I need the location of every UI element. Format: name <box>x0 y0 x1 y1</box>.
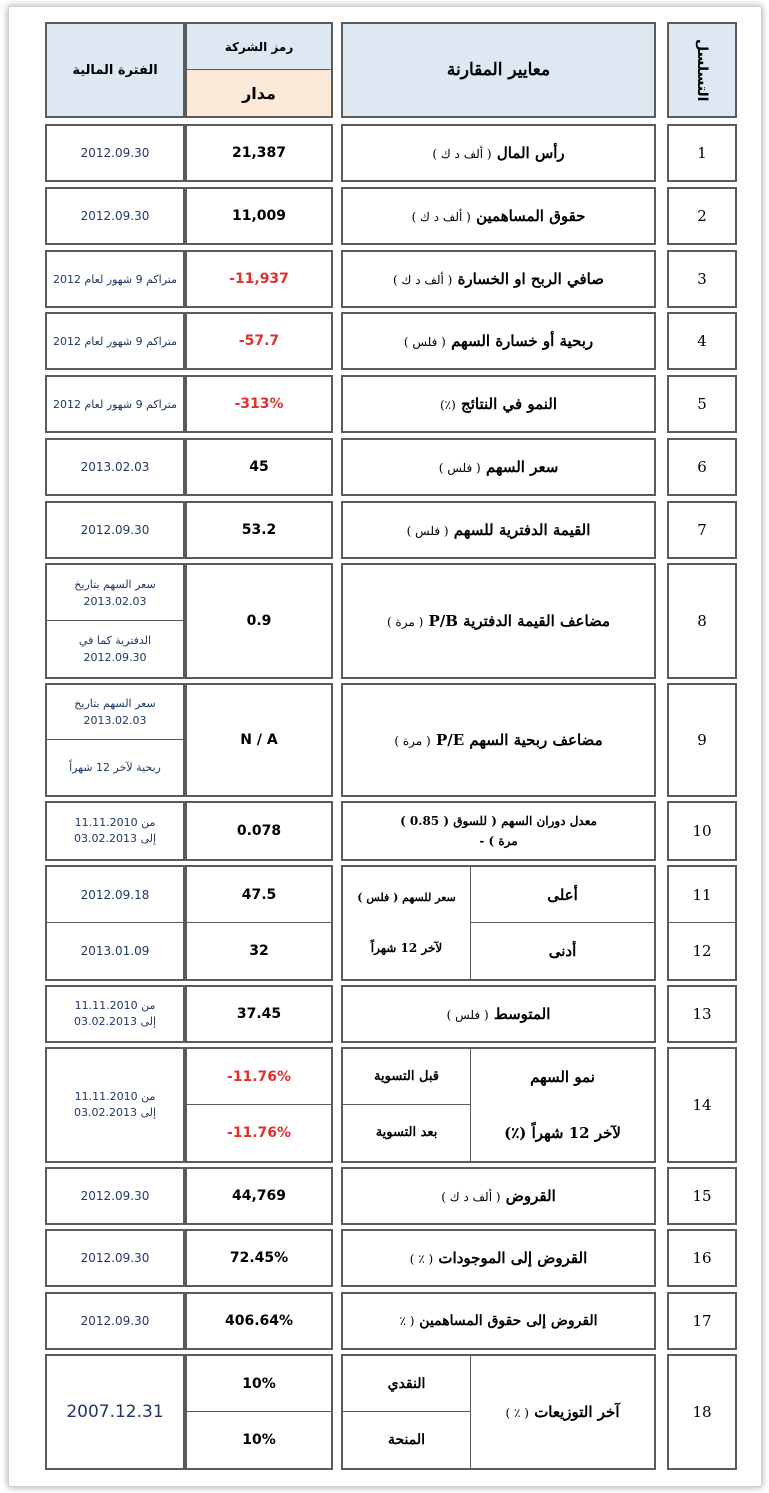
criteria-box-r9 <box>341 683 656 797</box>
bonus-label-r18: المنحة <box>343 1412 471 1468</box>
value-box-r13 <box>185 985 333 1043</box>
criteria-r18 <box>471 1356 654 1468</box>
period-box-r6 <box>45 438 185 496</box>
period-box-r5 <box>45 375 185 433</box>
period-a-r10: من 11.11.2010 <box>74 816 156 829</box>
serial-box-r3 <box>667 250 737 308</box>
criteria-box-r10 <box>341 801 656 861</box>
serial-r3: 3 <box>697 270 707 288</box>
criteria-box-r3 <box>341 250 656 308</box>
serial-box-r9 <box>667 683 737 797</box>
value-before-r14: -11.76% <box>187 1049 331 1105</box>
value-box-r15 <box>185 1167 333 1225</box>
criteria-unit-r9: ( مرة ) <box>394 733 431 748</box>
value-r17: 406.64% <box>224 1313 294 1329</box>
value-r11: 47.5 <box>187 867 331 923</box>
value-box-r1 <box>185 124 333 182</box>
period-header: الفترة المالية <box>72 62 158 78</box>
period-r7: 2012.09.30 <box>80 523 150 537</box>
company-code-value: مدار <box>187 70 331 116</box>
serial-box-r11-12 <box>667 865 737 981</box>
serial-r7: 7 <box>697 521 707 539</box>
criteria-r4 <box>343 314 654 368</box>
criteria-text-r7: القيمة الدفترية للسهم <box>453 520 591 539</box>
period-box-r11-12 <box>45 865 185 981</box>
period-box-r8 <box>45 563 185 679</box>
criteria-unit-r10: مرة ) - <box>479 834 518 848</box>
period-r11: 2012.09.18 <box>47 867 183 923</box>
criteria-box-r4 <box>341 312 656 370</box>
value-r5: -313% <box>234 396 284 412</box>
criteria-unit-r7: ( فلس ) <box>406 523 449 538</box>
period-box-r9 <box>45 683 185 797</box>
value-box-r16 <box>185 1229 333 1287</box>
criteria-text-r4: ربحية أو خسارة السهم <box>451 331 594 350</box>
serial-r10: 10 <box>692 822 712 840</box>
period-box-r18 <box>45 1354 185 1470</box>
criteria-unit-r5: (٪) <box>439 397 456 412</box>
criteria-r9 <box>343 685 654 795</box>
criteria-text-r14: نمو السهم <box>530 1068 595 1086</box>
company-code-box <box>185 22 333 118</box>
serial-box-r13 <box>667 985 737 1043</box>
value-box-r10 <box>185 801 333 861</box>
period-box-r13 <box>45 985 185 1043</box>
value-box-r8 <box>185 563 333 679</box>
period-r3: متراكم 9 شهور لعام 2012 <box>53 272 177 286</box>
value-r16: 72.45% <box>229 1250 289 1266</box>
value-cash-r18: 10% <box>187 1356 331 1412</box>
criteria-unit-r2: ( ألف د ك ) <box>411 209 471 224</box>
period-r17: 2012.09.30 <box>80 1314 150 1328</box>
criteria-text-r9: مضاعف ربحية السهم P/E <box>435 730 603 749</box>
period-box-r3 <box>45 250 185 308</box>
period-box-r1 <box>45 124 185 182</box>
period-b-r8: الدفترية كما في 2012.09.30 <box>78 634 152 664</box>
criteria-unit-r16: ( ٪ ) <box>409 1251 434 1266</box>
period-r6: 2013.02.03 <box>80 460 150 474</box>
period-r14 <box>47 1049 183 1161</box>
value-r4: -57.7 <box>238 333 280 349</box>
serial-box-r16 <box>667 1229 737 1287</box>
criteria-text-r5: النمو في النتائج <box>461 394 558 413</box>
criteria-text-r16: القروض إلى الموجودات <box>438 1248 588 1267</box>
serial-r8: 8 <box>697 612 707 630</box>
serial-box-r2 <box>667 187 737 245</box>
criteria-unit-r8: ( مرة ) <box>386 614 424 629</box>
criteria-r13 <box>343 987 654 1041</box>
criteria-unit-r18: ( ٪ ) <box>505 1405 529 1420</box>
serial-r11: 11 <box>669 867 735 923</box>
period-box-r15 <box>45 1167 185 1225</box>
price-group-label <box>343 867 471 979</box>
period-box-r7 <box>45 501 185 559</box>
criteria-unit-r17: ( ٪ <box>399 1314 415 1328</box>
serial-r17: 17 <box>692 1312 712 1330</box>
serial-r18: 18 <box>692 1403 712 1421</box>
serial-box-r15 <box>667 1167 737 1225</box>
criteria-text-r10: معدل دوران السهم ( للسوق ( 0.85 ) <box>400 814 597 828</box>
serial-r16: 16 <box>692 1249 712 1267</box>
serial-box-r17 <box>667 1292 737 1350</box>
value-box-r6 <box>185 438 333 496</box>
period-r12: 2013.01.09 <box>80 944 150 958</box>
period-box-r17 <box>45 1292 185 1350</box>
criteria-box-r15 <box>341 1167 656 1225</box>
period-r2: 2012.09.30 <box>80 209 150 223</box>
value-after-r14: -11.76% <box>226 1125 292 1141</box>
value-box-r14 <box>185 1047 333 1163</box>
value-box-r7 <box>185 501 333 559</box>
serial-header-cell <box>669 24 735 116</box>
value-box-r17 <box>185 1292 333 1350</box>
period-b-r10: إلى 03.02.2013 <box>73 832 157 845</box>
serial-box-r10 <box>667 801 737 861</box>
value-box-r9 <box>185 683 333 797</box>
period-a-r13: من 11.11.2010 <box>74 999 156 1012</box>
value-box-r4 <box>185 312 333 370</box>
before-label-r14: قبل التسوية <box>343 1049 471 1105</box>
criteria-r8 <box>343 565 654 677</box>
value-r12: 32 <box>249 943 269 959</box>
criteria-text-r17: القروض إلى حقوق المساهمين <box>419 1313 598 1329</box>
criteria-box-r17 <box>341 1292 656 1350</box>
serial-r5: 5 <box>697 395 707 413</box>
criteria-box-r18 <box>341 1354 656 1470</box>
criteria-r17 <box>343 1294 654 1348</box>
criteria-r1 <box>343 126 654 180</box>
criteria-text-r3: صافي الربح او الخسارة <box>457 269 604 288</box>
serial-r12: 12 <box>692 942 712 960</box>
serial-box-r6 <box>667 438 737 496</box>
value-r3: -11,937 <box>229 271 289 287</box>
value-box-r3 <box>185 250 333 308</box>
value-r9: N / A <box>240 732 278 748</box>
criteria-text-r8: مضاعف القيمة الدفترية P/B <box>428 611 611 630</box>
serial-r4: 4 <box>697 332 707 350</box>
value-r13: 37.45 <box>236 1006 282 1022</box>
value-box-r2 <box>185 187 333 245</box>
criteria-r15 <box>343 1169 654 1223</box>
criteria-unit-r15: ( ألف د ك ) <box>441 1189 501 1204</box>
criteria-box-r5 <box>341 375 656 433</box>
serial-r6: 6 <box>697 458 707 476</box>
period-a-r14: من 11.11.2010 <box>74 1090 156 1103</box>
criteria-r11: أعلى <box>471 867 654 923</box>
criteria-unit-r4: ( فلس ) <box>403 334 446 349</box>
criteria-unit-r3: ( ألف د ك ) <box>393 272 453 287</box>
criteria-text-r2: حقوق المساهمين <box>476 206 586 225</box>
criteria-text-r13: المتوسط <box>493 1004 551 1023</box>
value-r15: 44,769 <box>231 1188 287 1204</box>
value-box-r5 <box>185 375 333 433</box>
criteria-r16 <box>343 1231 654 1285</box>
value-box-r11-12 <box>185 865 333 981</box>
criteria-text-r1: رأس المال <box>496 143 565 162</box>
criteria-box-r11-12 <box>341 865 656 981</box>
serial-r15: 15 <box>692 1187 712 1205</box>
serial-r13: 13 <box>692 1005 712 1023</box>
value-r10: 0.078 <box>236 823 282 839</box>
period-b-r14: إلى 03.02.2013 <box>73 1106 157 1119</box>
price-group-line1: سعر للسهم ( فلس ) <box>357 891 456 904</box>
criteria-unit-r13: ( فلس ) <box>446 1007 489 1022</box>
criteria-header-box <box>341 22 656 118</box>
serial-header-box <box>667 22 737 118</box>
period-a-r9: سعر السهم بتاريخ 2013.02.03 <box>47 685 183 740</box>
criteria-text-r18: آخر التوزيعات <box>534 1402 620 1421</box>
serial-r1: 1 <box>697 144 707 162</box>
cash-label-r18: النقدي <box>343 1356 471 1412</box>
period-box-r10 <box>45 801 185 861</box>
criteria-unit-r14: لآخر 12 شهراً (٪) <box>504 1124 621 1142</box>
value-r2: 11,009 <box>231 208 287 224</box>
criteria-text-r6: سعر السهم <box>485 457 559 476</box>
value-box-r18 <box>185 1354 333 1470</box>
serial-r14: 14 <box>692 1096 712 1114</box>
period-a-r8: سعر السهم بتاريخ 2013.02.03 <box>47 565 183 621</box>
period-r18: 2007.12.31 <box>66 1402 164 1422</box>
period-box-r4 <box>45 312 185 370</box>
criteria-r7 <box>343 503 654 557</box>
company-code-label: رمز الشركة <box>187 24 331 70</box>
criteria-text-r15: القروض <box>505 1186 556 1205</box>
period-b-r13: إلى 03.02.2013 <box>73 1015 157 1028</box>
criteria-unit-r1: ( ألف د ك ) <box>432 146 492 161</box>
criteria-box-r6 <box>341 438 656 496</box>
criteria-header: معايير المقارنة <box>446 60 551 80</box>
period-box-r14 <box>45 1047 185 1163</box>
period-box-r2 <box>45 187 185 245</box>
criteria-r10 <box>343 803 654 859</box>
period-r1: 2012.09.30 <box>80 146 150 160</box>
criteria-box-r1 <box>341 124 656 182</box>
period-r5: متراكم 9 شهور لعام 2012 <box>53 397 177 411</box>
serial-box-r5 <box>667 375 737 433</box>
value-r8: 0.9 <box>246 613 272 629</box>
criteria-r5 <box>343 377 654 431</box>
serial-box-r8 <box>667 563 737 679</box>
serial-box-r18 <box>667 1354 737 1470</box>
criteria-box-r16 <box>341 1229 656 1287</box>
period-r16: 2012.09.30 <box>80 1251 150 1265</box>
value-r1: 21,387 <box>231 145 287 161</box>
serial-box-r7 <box>667 501 737 559</box>
period-box-r16 <box>45 1229 185 1287</box>
criteria-r12: أدنى <box>548 942 577 960</box>
criteria-r14 <box>471 1049 654 1161</box>
period-r10 <box>47 803 183 859</box>
serial-r9: 9 <box>697 731 707 749</box>
criteria-box-r2 <box>341 187 656 245</box>
criteria-r6 <box>343 440 654 494</box>
criteria-unit-r6: ( فلس ) <box>438 460 481 475</box>
serial-box-r1 <box>667 124 737 182</box>
period-r13 <box>47 987 183 1041</box>
price-group-line2: لآخر 12 شهراً <box>370 941 443 955</box>
period-b-r9: ربحية لآخر 12 شهراً <box>69 761 161 774</box>
period-r4: متراكم 9 شهور لعام 2012 <box>53 334 177 348</box>
after-label-r14: بعد التسوية <box>343 1105 471 1161</box>
value-bonus-r18: 10% <box>242 1432 276 1448</box>
period-header-box <box>45 22 185 118</box>
period-r15: 2012.09.30 <box>80 1189 150 1203</box>
criteria-box-r8 <box>341 563 656 679</box>
value-r6: 45 <box>249 459 269 475</box>
serial-box-r4 <box>667 312 737 370</box>
criteria-box-r13 <box>341 985 656 1043</box>
serial-header: التسلسل <box>694 38 710 102</box>
criteria-box-r7 <box>341 501 656 559</box>
criteria-r2 <box>343 189 654 243</box>
serial-box-r14 <box>667 1047 737 1163</box>
value-r7: 53.2 <box>241 522 277 538</box>
serial-r2: 2 <box>697 207 707 225</box>
criteria-r3 <box>343 252 654 306</box>
criteria-box-r14 <box>341 1047 656 1163</box>
